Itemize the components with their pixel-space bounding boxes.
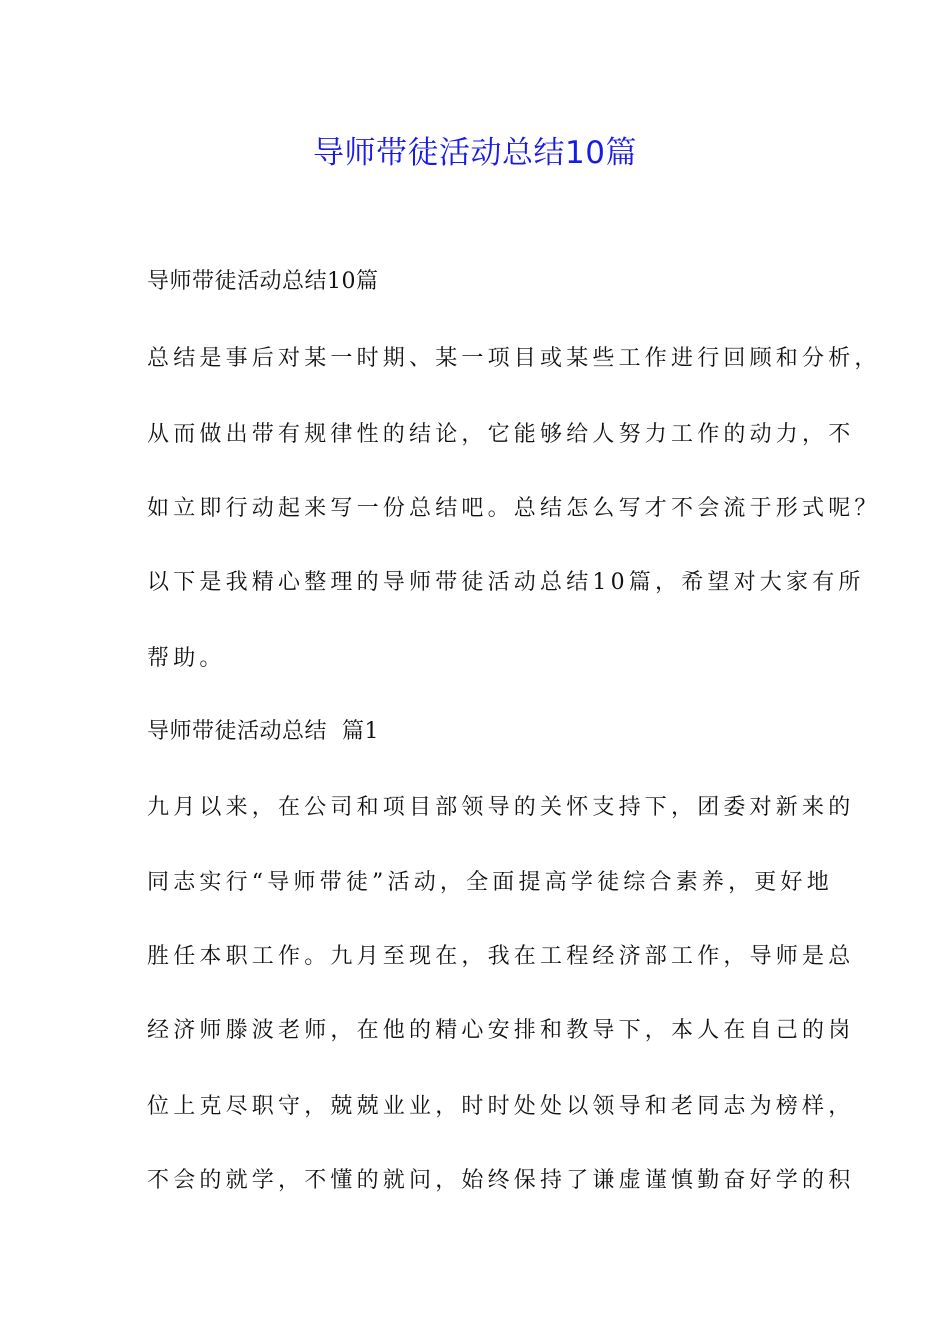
- section-line: 不会的就学，不懂的就问，始终保持了谦虚谨慎勤奋好学的积: [147, 1168, 855, 1193]
- section-line: 九月以来，在公司和项目部领导的关怀支持下，团委对新来的: [147, 795, 855, 820]
- intro-line: 如立即行动起来写一份总结吧。总结怎么写才不会流于形式呢？: [147, 496, 881, 521]
- intro-line: 从而做出带有规律性的结论，它能够给人努力工作的动力，不: [147, 422, 855, 447]
- section-line: 位上克尽职守，兢兢业业，时时处处以领导和老同志为榜样，: [147, 1094, 855, 1119]
- section-line: 经济师滕波老师，在他的精心安排和教导下，本人在自己的岗: [147, 1018, 855, 1043]
- intro-line: 帮助。: [147, 646, 226, 671]
- section-line: 同志实行“导师带徒”活动，全面提高学徒综合素养，更好地: [147, 870, 833, 895]
- section-heading: 导师带徒活动总结 篇1: [147, 719, 379, 744]
- section-line: 胜任本职工作。九月至现在，我在工程经济部工作，导师是总: [147, 944, 855, 969]
- intro-line: 总结是事后对某一时期、某一项目或某些工作进行回顾和分析，: [147, 346, 881, 371]
- document-subtitle: 导师带徒活动总结10篇: [147, 269, 379, 294]
- intro-line: 以下是我精心整理的导师带徒活动总结10篇，希望对大家有所: [147, 570, 865, 595]
- document-title: 导师带徒活动总结10篇: [313, 135, 637, 171]
